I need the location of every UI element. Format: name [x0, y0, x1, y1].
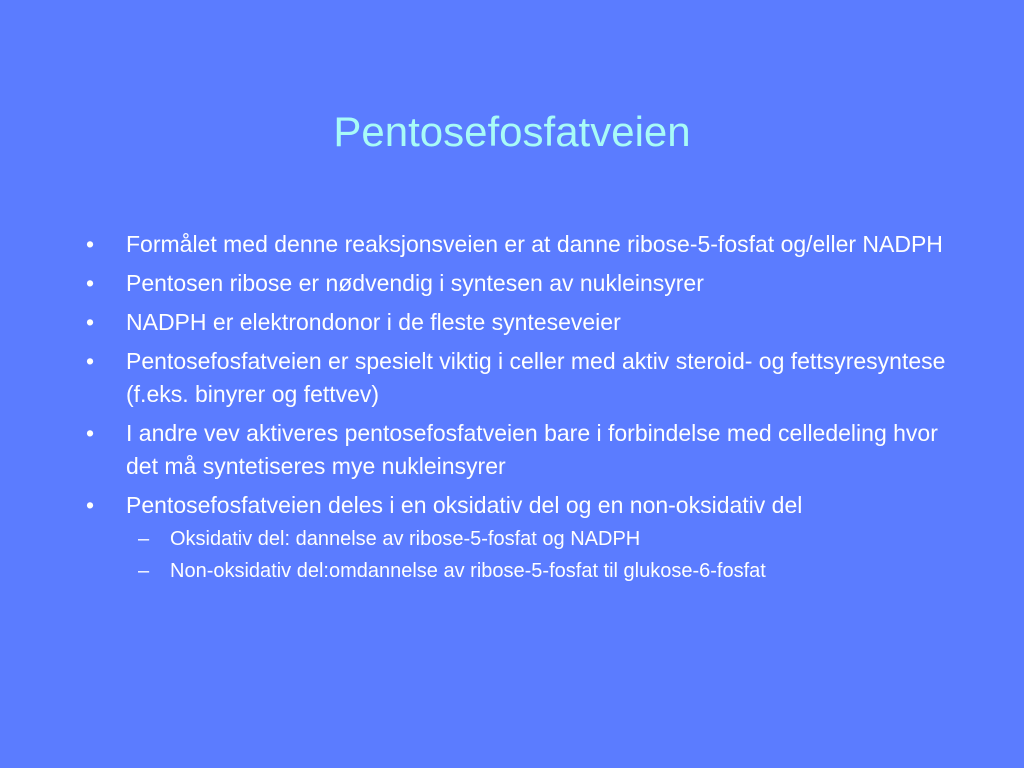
- bullet-text: Pentosen ribose er nødvendig i syntesen av nukleinsyrer: [126, 270, 704, 296]
- bullet-text: Pentosefosfatveien deles i en oksidativ del og en non-oksidativ del: [126, 492, 803, 518]
- slide-title: Pentosefosfatveien: [333, 108, 691, 155]
- bullet-item: [86, 417, 946, 483]
- sub-bullet-list: [126, 524, 946, 586]
- bullet-marker: •: [86, 348, 95, 374]
- sub-bullet-marker: –: [138, 528, 150, 550]
- bullet-marker: •: [86, 270, 95, 296]
- bullet-text: Formålet med denne reaksjonsveien er at danne ribose-5-fosfat og/eller NADPH: [126, 231, 943, 257]
- sub-bullet-item: [124, 524, 946, 554]
- bullet-marker: •: [86, 420, 95, 446]
- bullet-item: [86, 306, 946, 339]
- sub-bullet-text: Oksidativ del: dannelse av ribose-5-fosfat og NADPH: [170, 528, 641, 550]
- bullet-text: NADPH er elektrondonor i de fleste synteseveier: [126, 309, 621, 335]
- bullet-text: Pentosefosfatveien er spesielt viktig i celler med aktiv steroid- og fettsyresyntese (f.eks. binyrer og fettvev): [126, 348, 946, 407]
- bullet-marker: •: [86, 309, 95, 335]
- sub-bullet-item: [124, 556, 946, 586]
- sub-bullet-marker: –: [138, 560, 150, 582]
- bullet-item: [86, 228, 946, 261]
- bullet-marker: •: [86, 492, 95, 518]
- sub-bullet-text: Non-oksidativ del:omdannelse av ribose-5-fosfat til glukose-6-fosfat: [170, 560, 766, 582]
- bullet-item: [86, 267, 946, 300]
- bullet-item: [86, 345, 946, 411]
- bullet-marker: •: [86, 231, 95, 257]
- bullet-list: [86, 228, 946, 592]
- bullet-text: I andre vev aktiveres pentosefosfatveien bare i forbindelse med celledeling hvor det må syntetiseres mye nukleinsyrer: [126, 420, 938, 479]
- bullet-item: [86, 489, 946, 586]
